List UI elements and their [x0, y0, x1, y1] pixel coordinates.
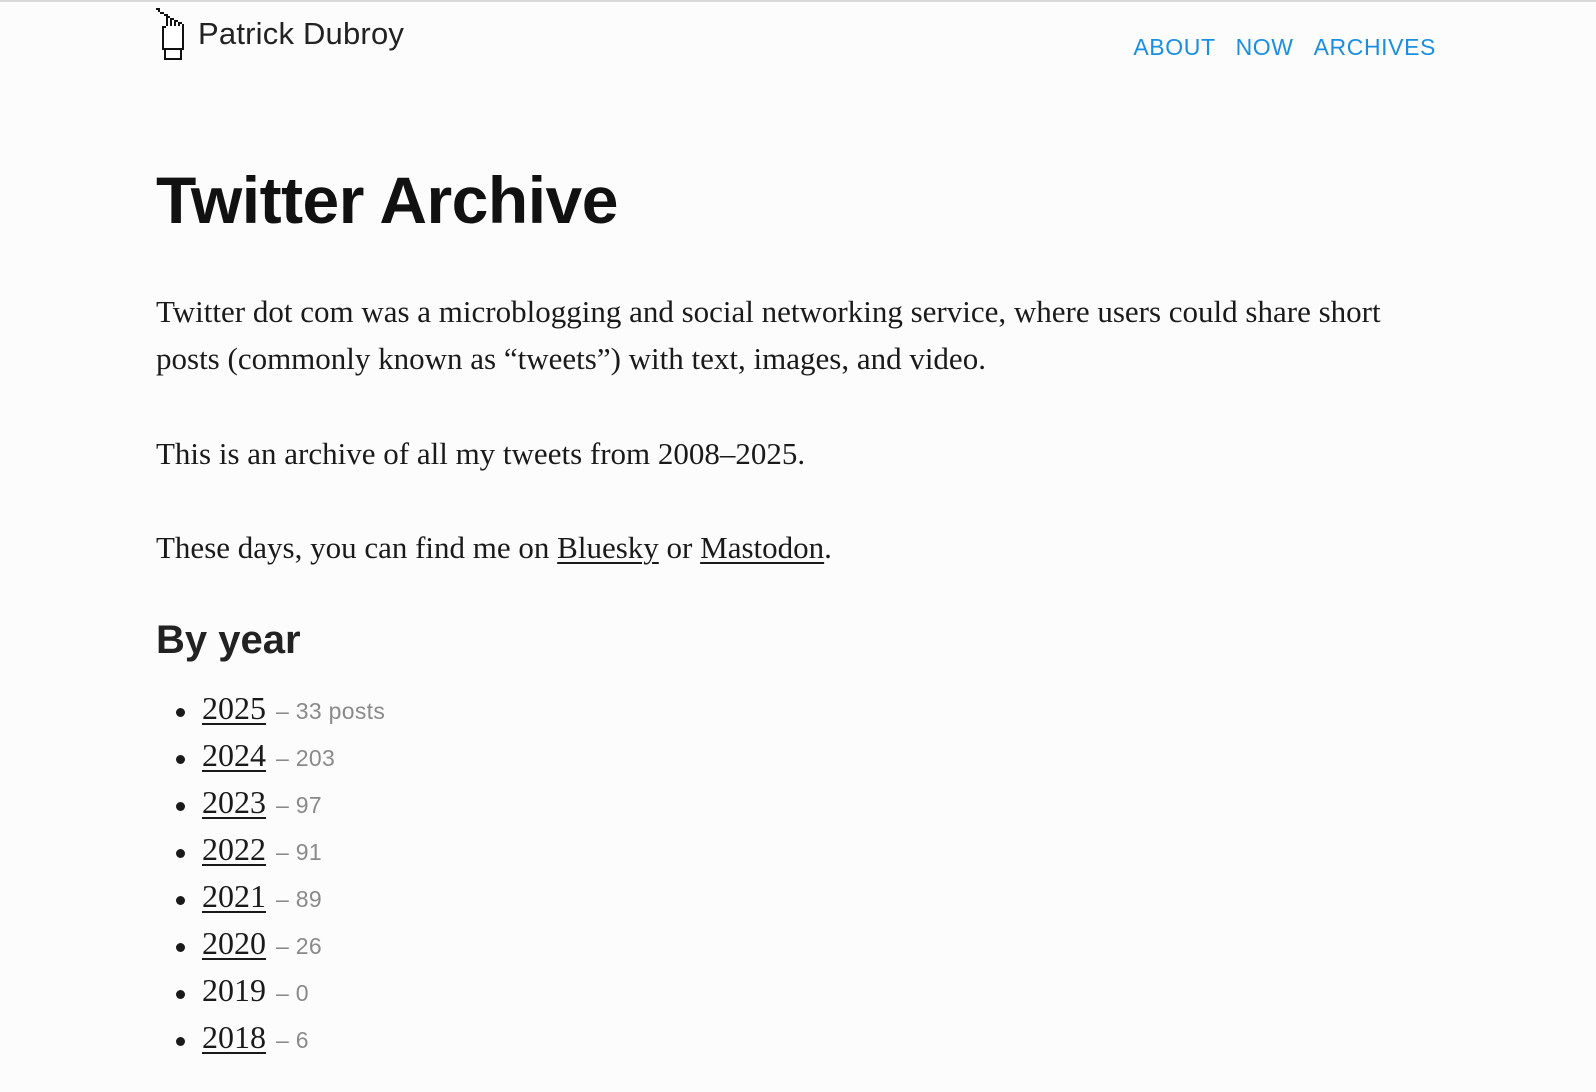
- page-title: Twitter Archive: [156, 163, 618, 237]
- year-list-item: [156, 831, 385, 878]
- year-list-item: [156, 972, 385, 1019]
- year-list-item: [156, 1019, 385, 1066]
- year-post-count: – 97: [276, 792, 322, 818]
- year-link-2024[interactable]: 2024: [202, 737, 266, 773]
- year-link-2018[interactable]: 2018: [202, 1019, 266, 1055]
- site-home-link[interactable]: [156, 8, 404, 60]
- social-paragraph: [156, 524, 832, 571]
- nav-now[interactable]: NOW: [1235, 34, 1294, 60]
- year-list-item: [156, 925, 385, 972]
- year-post-count: – 0: [276, 980, 309, 1006]
- year-list-item: [156, 690, 385, 737]
- year-post-count: – 203: [276, 745, 336, 771]
- bullet-icon: [176, 896, 185, 905]
- bullet-icon: [176, 943, 185, 952]
- bullet-icon: [176, 849, 185, 858]
- year-link-2020[interactable]: 2020: [202, 925, 266, 961]
- intro-paragraph: Twitter dot com was a microblogging and social networking service, where users could share short posts (commonly known as “tweets”) with text, images, and video.: [156, 294, 1381, 376]
- pixel-hand-cursor-icon: [156, 8, 190, 60]
- year-list-item: [156, 737, 385, 784]
- nav-archives[interactable]: ARCHIVES: [1313, 34, 1436, 60]
- year-label-2019: 2019: [202, 972, 266, 1008]
- bullet-icon: [176, 708, 185, 717]
- year-list-item: [156, 784, 385, 831]
- bullet-icon: [176, 990, 185, 999]
- social-suffix: .: [824, 530, 832, 565]
- social-prefix: These days, you can find me on: [156, 530, 558, 565]
- site-header: [156, 6, 1436, 70]
- year-post-count: – 33 posts: [276, 698, 386, 724]
- bullet-icon: [176, 1037, 185, 1046]
- year-link-2022[interactable]: 2022: [202, 831, 266, 867]
- year-link-2025[interactable]: 2025: [202, 690, 266, 726]
- bluesky-link[interactable]: Bluesky: [557, 530, 659, 565]
- site-name: Patrick Dubroy: [198, 16, 405, 51]
- social-mid: or: [658, 530, 701, 565]
- by-year-heading: By year: [156, 618, 301, 662]
- year-link-2023[interactable]: 2023: [202, 784, 266, 820]
- nav-about[interactable]: ABOUT: [1133, 34, 1216, 60]
- main-content: [156, 160, 1416, 1055]
- bullet-icon: [176, 802, 185, 811]
- bullet-icon: [176, 755, 185, 764]
- year-post-count: – 26: [276, 933, 322, 959]
- main-nav: [1133, 34, 1436, 61]
- mastodon-link[interactable]: Mastodon: [700, 530, 825, 565]
- year-post-count: – 89: [276, 886, 322, 912]
- year-list-item: [156, 878, 385, 925]
- archive-range-paragraph: This is an archive of all my tweets from 2008–2025.: [156, 436, 806, 471]
- top-border: [0, 0, 1596, 2]
- year-list: [156, 690, 385, 1066]
- year-link-2021[interactable]: 2021: [202, 878, 266, 914]
- year-post-count: – 6: [276, 1027, 309, 1053]
- year-post-count: – 91: [276, 839, 322, 865]
